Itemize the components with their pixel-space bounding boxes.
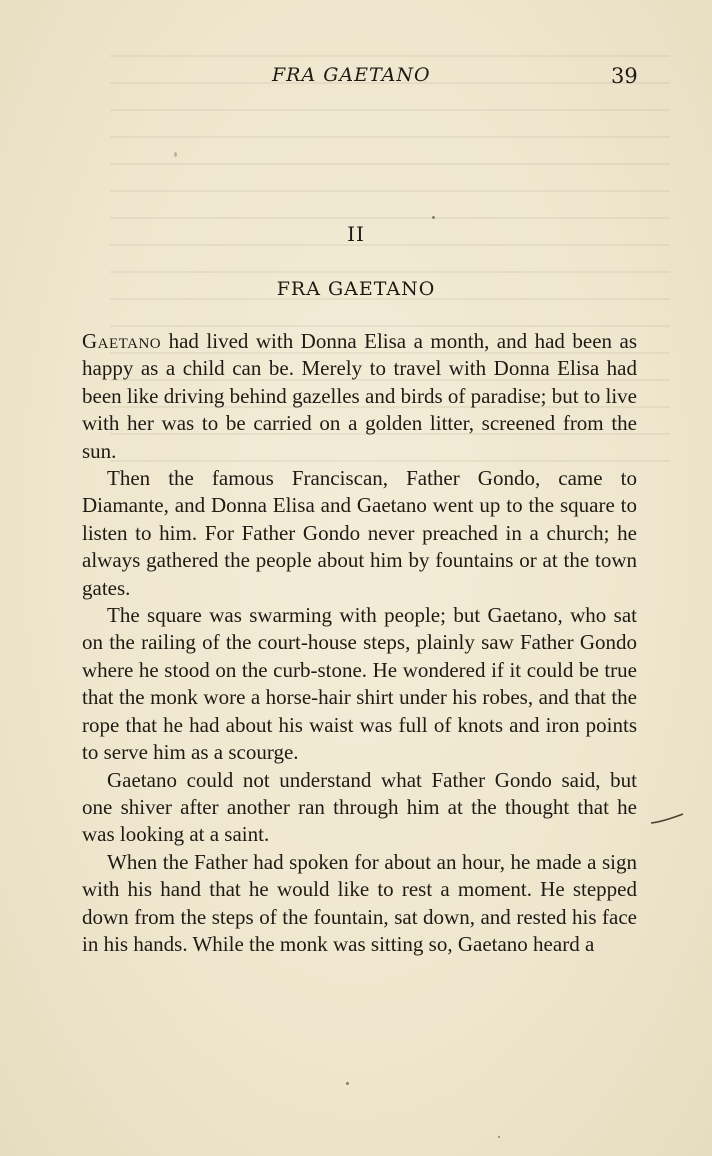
paper-speck xyxy=(174,152,177,157)
paper-speck xyxy=(498,1136,500,1138)
paper-speck xyxy=(346,1082,349,1085)
opening-smallcaps-word: Gaetano xyxy=(82,329,162,353)
paragraph: When the Father had spoken for about an hour, he made a sign with his hand that he would like to rest a moment. He stepped down from the steps of the fountain, sat down, and rested his face in his hands. While the monk was sitting so, Gaetano heard a xyxy=(82,849,637,956)
paragraph: The square was swarming with people; but Gaetano, who sat on the railing of the court-house steps, plainly saw Father Gondo where he stood on the curb-stone. He wondered if it could be true that the monk wore a horse-hair shirt under his robes, and that the rope that he had about his waist was full of knots and iron points to serve him as a scourge. xyxy=(82,603,637,765)
paragraph xyxy=(82,328,637,465)
pencil-mark-icon xyxy=(650,812,684,826)
chapter-title: FRA GAETANO xyxy=(276,278,436,300)
chapter-number: II xyxy=(347,222,365,246)
body-text xyxy=(82,328,637,958)
paper-speck xyxy=(432,216,435,219)
paragraph: Gaetano could not understand what Father Gondo said, but one shiver after another ran through him at the thought that he was looking at a saint. xyxy=(82,767,637,847)
running-head: FRA GAETANO xyxy=(272,64,431,86)
paragraph-text: had lived with Donna Elisa a month, and had been as happy as a child can be. Merely to travel with Donna Elisa had been like driving behind gazelles and birds of paradise; but to live with her was to be carried on a golden litter, screened from the sun. xyxy=(82,329,637,463)
page-number: 39 xyxy=(611,64,638,88)
paragraph: Then the famous Franciscan, Father Gondo, came to Diamante, and Donna Elisa and Gaetano went up to the square to listen to him. For Father Gondo never preached in a church; he always gathered the people about him by fountains or at the town gates. xyxy=(82,466,637,600)
